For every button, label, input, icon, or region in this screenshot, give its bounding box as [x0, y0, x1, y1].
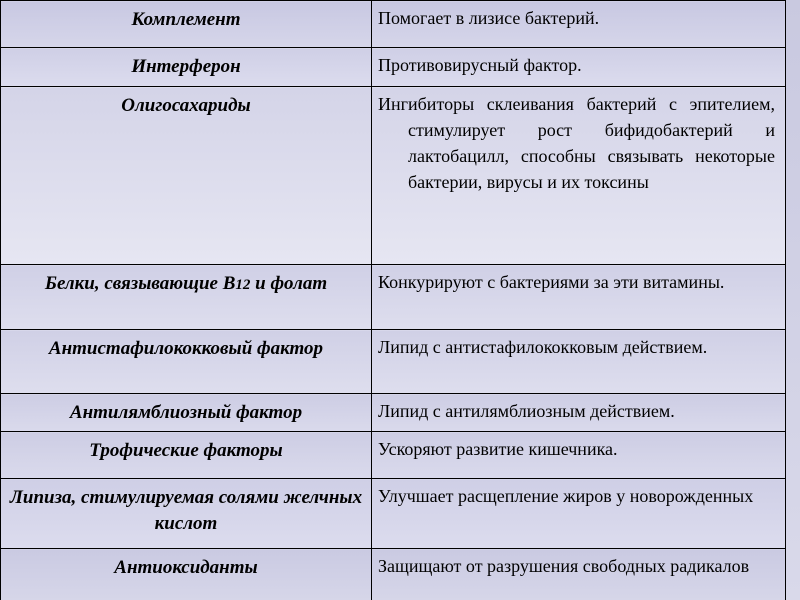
term-cell: Интерферон — [1, 48, 372, 87]
term-cell: Комплемент — [1, 1, 372, 48]
table-row — [1, 265, 786, 330]
term-cell: Липиза, стимулируемая солями желчных кислот — [1, 479, 372, 549]
desc-text: Ускоряют развитие кишечника. — [378, 439, 618, 459]
table-row — [1, 48, 786, 87]
desc-cell — [372, 265, 786, 330]
desc-cell — [372, 549, 786, 600]
table-row — [1, 1, 786, 48]
desc-text: Липид с антилямблиозным действием. — [378, 401, 675, 421]
desc-text: Ингибиторы склеивания бактерий с эпителием, стимулирует рост бифидобактерий и лактобацилл, способны связывать некоторые бактерии, вирусы и их токсины — [378, 94, 775, 192]
desc-text: Конкурируют с бактериями за эти витамины. — [378, 272, 725, 292]
table-row — [1, 549, 786, 600]
desc-cell — [372, 87, 786, 265]
desc-cell — [372, 330, 786, 394]
desc-cell — [372, 1, 786, 48]
term-cell: Антиоксиданты — [1, 549, 372, 600]
desc-cell — [372, 48, 786, 87]
desc-cell — [372, 479, 786, 549]
term-text: Белки, связывающие В12 и фолат — [44, 273, 328, 294]
desc-text: Помогает в лизисе бактерий. — [378, 8, 600, 28]
desc-text: Липид с антистафилококковым действием. — [378, 337, 708, 357]
table-row — [1, 479, 786, 549]
table-row — [1, 394, 786, 432]
term-cell: Олигосахариды — [1, 87, 372, 265]
term-cell: Антилямблиозный фактор — [1, 394, 372, 432]
desc-cell — [372, 432, 786, 479]
table-row — [1, 330, 786, 394]
table-row — [1, 432, 786, 479]
term-cell: Трофические факторы — [1, 432, 372, 479]
desc-text: Защищают от разрушения свободных радикалов — [378, 556, 750, 576]
table-row — [1, 87, 786, 265]
desc-text: Противовирусный фактор. — [378, 55, 582, 75]
term-cell: Антистафилококковый фактор — [1, 330, 372, 394]
desc-text: Улучшает расщепление жиров у новорожденных — [378, 486, 754, 506]
desc-cell — [372, 394, 786, 432]
term-cell — [1, 265, 372, 330]
